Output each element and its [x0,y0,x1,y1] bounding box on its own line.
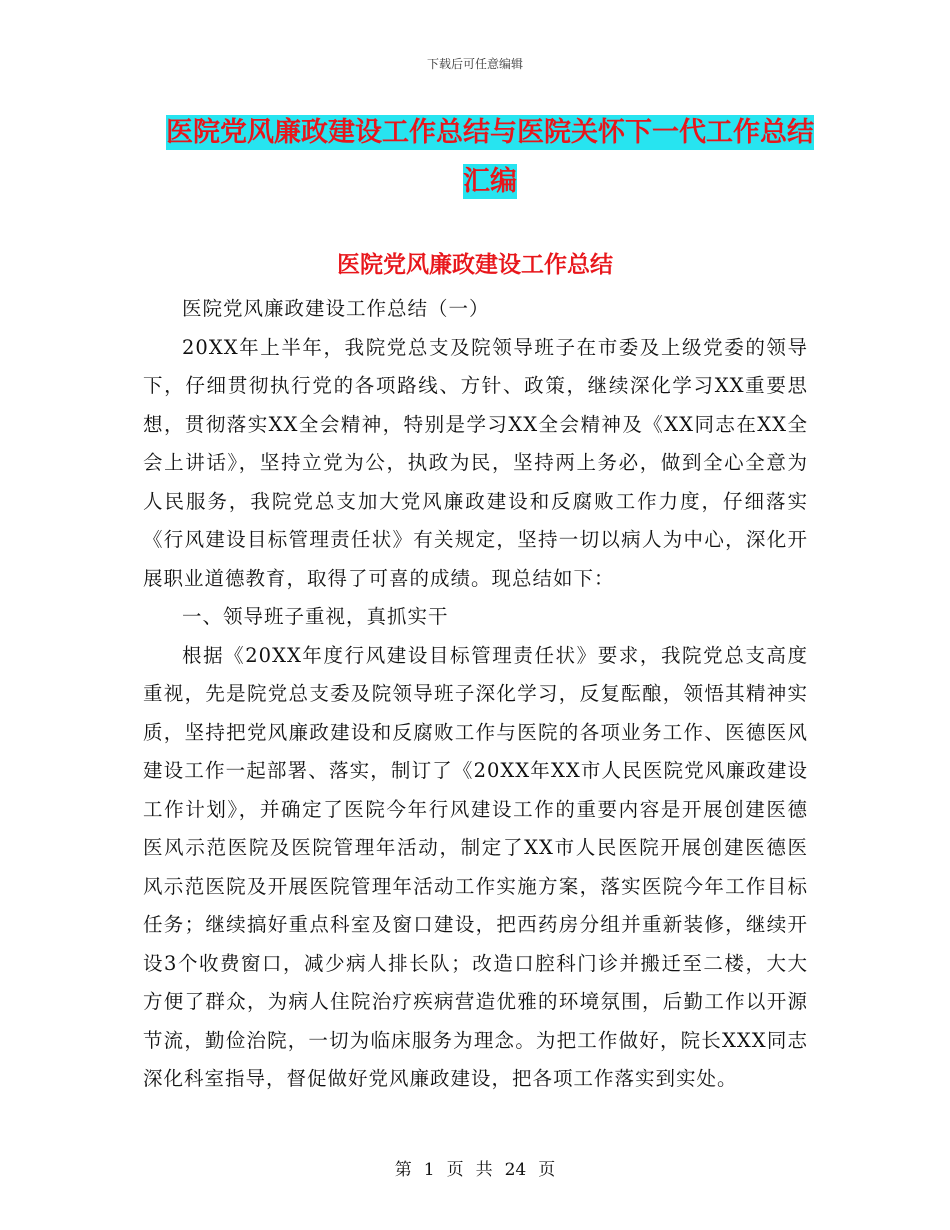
footer-total-word: 共 [475,1160,493,1180]
paragraph: 根据《20XX年度行风建设目标管理责任状》要求，我院党总支高度重视，先是院党总支委及院领导班子深化学习，反复酝酿，领悟其精神实质，坚持把党风廉政建设和反腐败工作与医院的各项业务工作、医德医风建设工作一起部署、落实，制订了《20XX年XX市人民医院党风廉政建设工作计划》，并确定了医院今年行风建设工作的重要内容是开展创建医德医风示范医院及医院管理年活动，制定了XX市人民医院开展创建医德医风示范医院及开展医院管理年活动工作实施方案，落实医院今年工作目标任务；继续搞好重点科室及窗口建设，把西药房分组并重新装修，继续开设3个收费窗口，减少病人排长队；改造口腔科门诊并搬迁至二楼，大大方便了群众，为病人住院治疗疾病营造优雅的环境氛围，后勤工作以开源节流，勤俭治院，一切为临床服务为理念。为把工作做好，院长XXX同志深化科室指导，督促做好党风廉政建设，把各项工作落实到实处。 [143,643,808,1090]
page-footer [0,1155,950,1180]
footer-prefix: 第 [394,1160,412,1180]
document-title-text: 医院党风廉政建设工作总结与医院关怀下一代工作总结汇编 [166,117,814,197]
footer-page-word: 页 [446,1160,464,1180]
header-note: 下载后可任意编辑 [426,57,523,71]
footer-suffix: 页 [538,1160,556,1180]
total-pages: 24 [504,1160,527,1180]
paragraph-heading: 医院党风廉政建设工作总结（一） [182,297,490,320]
page-number: 1 [423,1160,435,1180]
paragraph-heading: 一、领导班子重视，真抓实干 [182,605,449,628]
section-title: 医院党风廉政建设工作总结 [337,251,613,278]
document-title [160,108,820,206]
paragraph: 20XX年上半年，我院党总支及院领导班子在市委及上级党委的领导下，仔细贯彻执行党的各项路线、方针、政策，继续深化学习XX重要思想，贯彻落实XX全会精神，特别是学习XX全会精神及《XX同志在XX全会上讲话》，坚持立党为公，执政为民，坚持两上务必，做到全心全意为人民服务，我院党总支加大党风廉政建设和反腐败工作力度，仔细落实《行风建设目标管理责任状》有关规定，坚持一切以病人为中心，深化开展职业道德教育，取得了可喜的成绩。现总结如下： [143,335,808,590]
document-body [143,290,808,1099]
